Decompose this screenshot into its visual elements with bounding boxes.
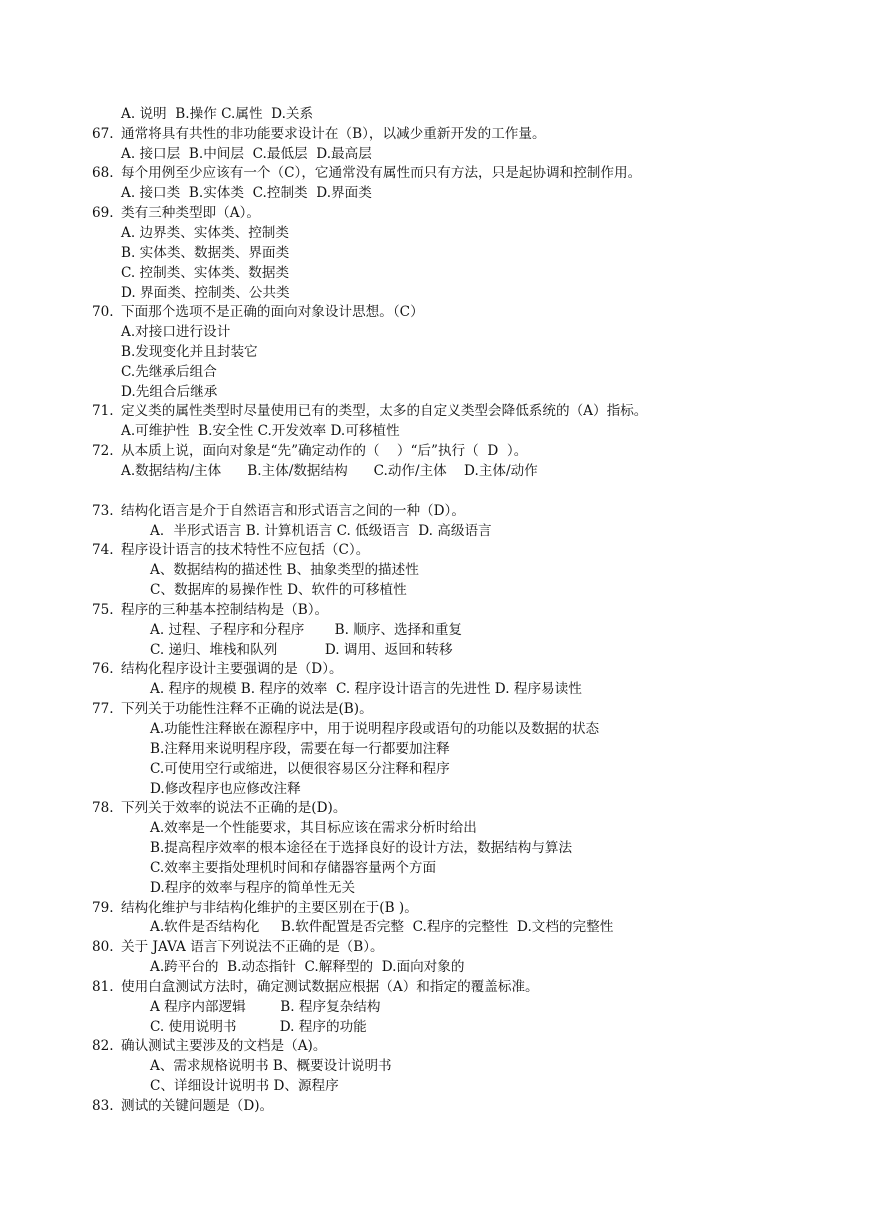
question-number: 72. [92,443,114,459]
option-line: A、需求规格说明书 B、概要设计说明书 [150,1058,392,1074]
question-text: 程序设计语言的技术特性不应包括（C）。 [121,542,370,558]
option-line: B. 实体类、数据类、界面类 [121,245,290,261]
question-number: 80. [92,939,114,955]
question-text: 结构化程序设计主要强调的是（D）。 [121,661,343,677]
question-text: 测试的关键问题是（D)。 [121,1098,274,1114]
option-line: A.跨平台的 B.动态指针 C.解释型的 D.面向对象的 [150,959,465,975]
question-number: 69. [92,205,114,221]
option-line: A 程序内部逻辑 B. 程序复杂结构 [150,999,381,1015]
option-line: A.可维护性 B.安全性 C.开发效率 D.可移植性 [121,423,400,439]
question-text: 定义类的属性类型时尽量使用已有的类型，太多的自定义类型会降低系统的（A）指标。 [121,403,648,419]
option-line: A.数据结构/主体 B.主体/数据结构 C.动作/主体 D.主体/动作 [121,463,538,479]
question-text: 下列关于效率的说法不正确的是(D)。 [121,800,347,816]
question-number: 71. [92,403,114,419]
option-line: C. 使用说明书 D. 程序的功能 [150,1019,367,1035]
option-line: A. 过程、子程序和分程序 B. 顺序、选择和重复 [150,622,463,638]
option-line: D.程序的效率与程序的简单性无关 [150,880,356,896]
option-line: C.先继承后组合 [121,364,217,380]
option-line: A.功能性注释嵌在源程序中，用于说明程序段或语句的功能以及数据的状态 [150,721,600,737]
question-number: 83. [92,1098,114,1114]
option-line: B.提高程序效率的根本途径在于选择良好的设计方法，数据结构与算法 [150,840,573,856]
option-line: C、详细设计说明书 D、源程序 [150,1078,339,1094]
question-text: 使用白盒测试方法时，确定测试数据应根据（A）和指定的覆盖标准。 [121,979,539,995]
question-text: 每个用例至少应该有一个（C），它通常没有属性而只有方法，只是起协调和控制作用。 [121,165,642,181]
question-text: 从本质上说，面向对象是“先”确定动作的（ ）“后”执行（ D ）。 [121,443,528,459]
question-number: 75. [92,602,114,618]
question-number: 82. [92,1038,114,1054]
question-number: 70. [92,304,114,320]
option-line: C、数据库的易操作性 D、软件的可移植性 [150,582,407,598]
option-line: C.可使用空行或缩进，以便很容易区分注释和程序 [150,761,450,777]
option-line: B.注释用来说明程序段，需要在每一行都要加注释 [150,741,450,757]
option-line: C.效率主要指处理机时间和存储器容量两个方面 [150,860,437,876]
option-line: A. 说明 B.操作 C.属性 D.关系 [121,106,314,122]
question-number: 77. [92,701,114,717]
question-text: 结构化维护与非结构化维护的主要区别在于(B )。 [121,900,418,916]
question-number: 76. [92,661,114,677]
option-line: D. 界面类、控制类、公共类 [121,285,290,301]
question-number: 74. [92,542,114,558]
question-text: 通常将具有共性的非功能要求设计在（B），以减少重新开发的工作量。 [121,126,546,142]
question-number: 79. [92,900,114,916]
option-line: C. 递归、堆栈和队列 D. 调用、返回和转移 [150,642,453,658]
question-text: 关于 JAVA 语言下列说法不正确的是（B）。 [121,939,384,955]
question-number: 67. [92,126,114,142]
question-text: 程序的三种基本控制结构是（B）。 [121,602,329,618]
question-text: 类有三种类型即（A）。 [121,205,260,221]
option-line: A．半形式语言 B. 计算机语言 C. 低级语言 D. 高级语言 [150,523,492,539]
option-line: B.发现变化并且封装它 [121,344,258,360]
question-number: 78. [92,800,114,816]
option-line: A. 边界类、实体类、控制类 [121,225,289,241]
option-line: A.软件是否结构化 B.软件配置是否完整 C.程序的完整性 D.文档的完整性 [150,919,614,935]
question-number: 73. [92,503,114,519]
option-line: A. 程序的规模 B. 程序的效率 C. 程序设计语言的先进性 D. 程序易读性 [150,681,582,697]
question-number: 81. [92,979,114,995]
question-text: 下列关于功能性注释不正确的说法是(B)。 [121,701,373,717]
option-line: D.先组合后继承 [121,384,218,400]
question-text: 下面那个选项不是正确的面向对象设计思想。（C） [121,304,424,320]
option-line: A. 接口层 B.中间层 C.最低层 D.最高层 [121,146,372,162]
option-line: A. 接口类 B.实体类 C.控制类 D.界面类 [121,185,372,201]
option-line: A.效率是一个性能要求，其目标应该在需求分析时给出 [150,820,477,836]
question-text: 结构化语言是介于自然语言和形式语言之间的一种（D）。 [121,503,465,519]
option-line: A、数据结构的描述性 B、抽象类型的描述性 [150,562,419,578]
question-number: 68. [92,165,114,181]
option-line: A.对接口进行设计 [121,324,231,340]
option-line: C. 控制类、实体类、数据类 [121,265,290,281]
question-text: 确认测试主要涉及的文档是（A)。 [121,1038,327,1054]
option-line: D.修改程序也应修改注释 [150,781,301,797]
